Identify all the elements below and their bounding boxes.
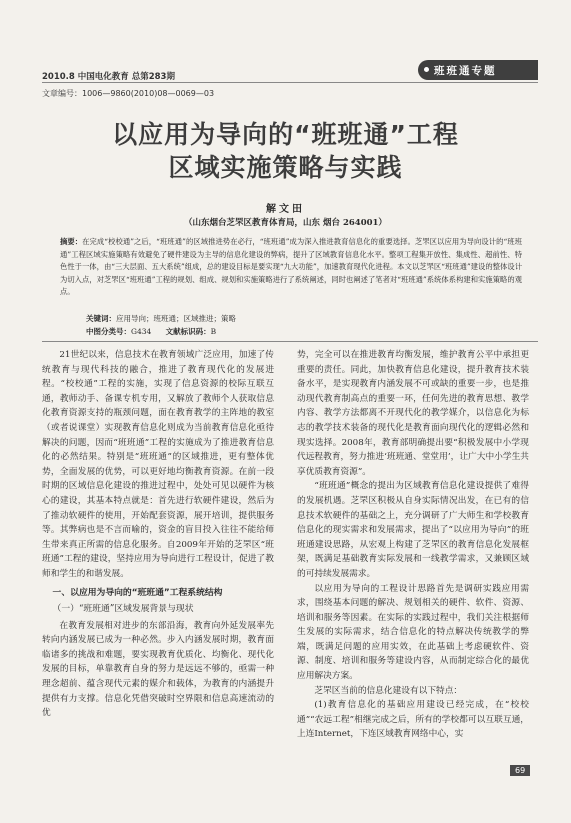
- affiliation: （山东烟台芝罘区教育体育局，山东 烟台 264001）: [184, 218, 387, 228]
- abstract: [60, 236, 522, 299]
- subsection-heading-1: （一）“班班通”区域发展背景与现状: [52, 604, 194, 615]
- clc-label: 中图分类号：: [86, 327, 131, 336]
- right-paragraph-2: “班班通”概念的提出为区域教育信息化建设提供了难得的发展机遇。芝罘区积极从自身实际情况出发，在已有的信息技术软硬件的基础之上，充分调研了广大师生和学校教育信息化的现实需求和发展需求，提出了“以应用为导向”的班班通建设思路，从宏观上构建了芝罘区的教育信息化发展框架，既满足基础教育实际发展和一线教学需求，又兼顾区域的可持续发展需求。: [297, 481, 529, 579]
- title-line-1: 以应用为导向的“班班通”工程: [112, 120, 459, 149]
- right-paragraph-5: (1)教育信息化的基础应用建设已经完成，在“校校通”“农远工程”相继完成之后，所有的学校都可以互联互通，上连Internet，下连区域教育网络中心，实: [297, 700, 529, 740]
- column-badge-label: 班班通专题: [434, 64, 497, 77]
- column-badge: [418, 60, 538, 80]
- left-paragraph-2: 在教育发展相对进步的东部沿海，教育向外延发展率先转向内涵发展已成为一种必然。步入内涵发展时期，教育面临诸多的挑战和难题，要实现教育优质化、均衡化、现代化发展的目标，单靠教育自身的努力是远远不够的，亟需一种理念超前、蕴含现代元素的媒介和载体，为教育的内涵提升提供有力支撑。信息化凭借突破时空界限和信息高速流动的优: [42, 620, 274, 719]
- right-paragraph-3: 以应用为导向的工程设计思路首先是调研实践应用需求，围绕基本问题的解决、规划相关的硬件、软件、资源、培训和服务等因素。在实际的实践过程中，我们关注根据师生发展的实际需求，结合信息化的特点解决传统教学的弊端，既满足问题的应用实效，在此基础上考虑硬软件、资源、制度、培训和服务等建设内容，从而制定综合化的最优应用解决方案。: [297, 583, 529, 682]
- doc-code: B: [210, 327, 217, 336]
- doc-code-label: 文献标识码：: [165, 327, 211, 336]
- badge-circle-icon: [422, 65, 431, 74]
- title-line-2: 区域实施策略与实践: [168, 153, 403, 182]
- page-number: 69: [510, 765, 530, 776]
- right-paragraph-4: 芝罘区当前的信息化建设有以下特点：: [314, 685, 463, 696]
- keywords-text: 应用导向；班班通；区域推进；策略: [116, 314, 236, 323]
- section-heading-1: 一、以应用为导向的“班班通”工程系统结构: [52, 587, 223, 598]
- left-paragraph-1: 21世纪以来，信息技术在教育领域广泛应用，加速了传统教育与现代科技的融合，推进了教育现代化的发展进程。“校校通”工程的实施，实现了信息资源的校际互联互通，教师动手、备课专机专用，又解放了教师个人获取信息化教育资源支持的瓶颈问题，面在教育教学的主阵地的教室（或者说课堂）实现教育信息化则成为当前教育信息化亟待解决的问题，因而“班班通”工程的实施成为了推进教育信息化的必然结果。特别是“班班通”的区域推进，更有整体优势，全面发展的优势，可以更好地均衡教育资源。在前一段时期的区域信息化建设的推进过程中，处处可见以硬件为核心的建设，其基本特点就是：首先进行软硬件建设，然后为了推动软硬件的使用，开始配套资源，展开培训，提供服务等。其弊病也是不言而喻的，资金的盲目投入往往不能给师生带来真正所需的信息化服务。自2009年开始的芝罘区“班班通”工程的建设，坚持应用为导向进行工程设计，促进了教师和学生的和谐发展。: [42, 350, 274, 579]
- article-number: 文章编号：1006—9860(2010)08—0069—03: [42, 89, 215, 98]
- keywords: [86, 313, 236, 324]
- classification: [86, 326, 216, 337]
- header-rule: [42, 82, 538, 83]
- running-header: 2010.8 中国电化教育 总第283期: [42, 72, 175, 82]
- abstract-rule: [42, 341, 538, 342]
- clc-code: G434: [131, 327, 152, 336]
- abstract-text: 在完成“校校通”之后，“班班通”的区域推进势在必行，“班班通”成为深入推进教育信息化的重要选择。芝罘区以应用为导向设计的“班班通”工程区域实施策略有效避免了硬件建设为主导的信息化建设的弊病，提升了区域教育信息化水平。整项工程集开放性、集成性、超前性、特色性于一体，由“三大层面、五大系统”组成，总的建设目标是要实现“九大功能”，加速教育现代化进程。本文以芝罘区“班班通”建设的整体设计为切入点，对芝罘区“班班通”工程的规划、组成、规划和实施策略进行了系统阐述，同时也阐述了笔者对“班班通”系统体系构建和实施策略的观点。: [60, 237, 523, 297]
- right-column: [297, 348, 529, 742]
- left-column: [42, 348, 274, 721]
- keywords-label: 关键词：: [86, 314, 116, 323]
- abstract-label: 摘要：: [60, 237, 83, 246]
- author: 解文田: [266, 204, 305, 215]
- right-paragraph-1: 势，完全可以在推进教育均衡发展，维护教育公平中承担更重要的责任。同此，加快教育信息化建设，提升教育技术装备水平，是实现教育内涵发展不可或缺的重要一步，也是推动现代教育制高点的重要一环，任何先进的教育思想、教学内容、教学方法都离不开现代化的教学媒介，以信息化为标志的教学技术装备的现代化是教育面向现代化的逻辑必然和现实选择。2008年，教育部明确提出要“积极发展中小学现代远程教育，努力推进‘班班通、堂堂用’，让广大中小学生共享优质教育资源”。: [297, 350, 529, 477]
